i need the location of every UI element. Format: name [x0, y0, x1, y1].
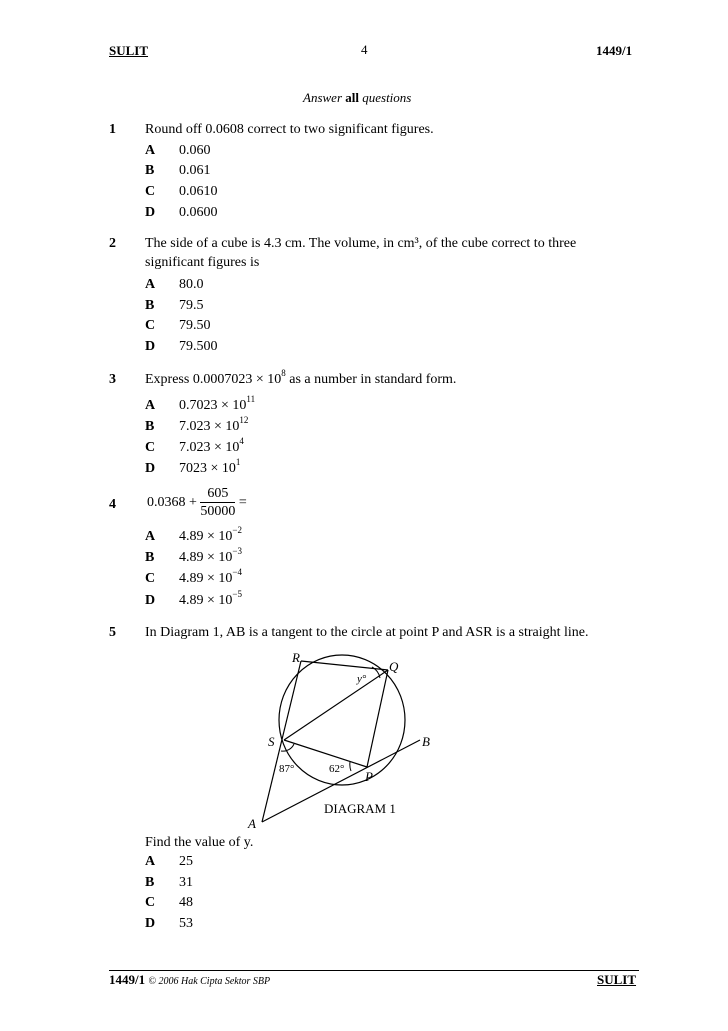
q4-option-exp: −3 [232, 546, 242, 556]
q5-option-label: C [145, 895, 156, 910]
q5-option-label: A [145, 854, 156, 869]
q1-option-label: C [145, 184, 156, 199]
q4-option-exp: −2 [232, 525, 242, 535]
q1-option-value: 0.0600 [179, 205, 218, 220]
label-p: P [365, 769, 373, 784]
q1-number: 1 [109, 122, 116, 137]
q2-stem-line1: The side of a cube is 4.3 cm. The volume, in cm³, of the cube correct to three [145, 236, 577, 251]
q5-option-value: 48 [179, 895, 193, 910]
q5-option-value: 31 [179, 875, 193, 890]
q3-stem-exp: 8 [281, 368, 286, 378]
q3-option-base: 0.7023 × 10 [179, 398, 247, 413]
q3-option-base: 7.023 × 10 [179, 419, 240, 434]
q4-numerator: 605 [200, 485, 235, 503]
q1-option-label: A [145, 143, 156, 158]
angle-label-62: 62° [329, 763, 345, 775]
q4-denominator: 50000 [200, 504, 236, 519]
q4-equals: = [238, 495, 247, 510]
q4-option-exp: −5 [232, 589, 242, 599]
footer-left [109, 972, 270, 988]
q2-option-label: D [145, 339, 156, 354]
angle-arc-62 [350, 762, 351, 771]
q4-option-label: D [145, 593, 156, 608]
footer-copyright: © 2006 Hak Cipta Sektor SBP [148, 976, 271, 987]
label-r: R [292, 650, 300, 665]
q3-option-base: 7.023 × 10 [179, 440, 240, 455]
q1-option-value: 0.0610 [179, 184, 218, 199]
label-a: A [248, 816, 256, 831]
q4-option-label: C [145, 571, 156, 586]
q3-option-exp: 11 [246, 394, 256, 404]
q3-stem-post: as a number in standard form. [285, 372, 457, 387]
q3-option-label: A [145, 398, 156, 413]
q1-option-value: 0.061 [179, 163, 211, 178]
q2-stem-line2: significant figures is [145, 255, 260, 270]
label-b: B [422, 734, 430, 749]
q3-option-exp: 12 [239, 415, 249, 425]
chord-sp [284, 740, 367, 767]
label-s: S [268, 734, 275, 749]
q3-option-label: D [145, 461, 156, 476]
q4-option-exp: −4 [232, 567, 242, 577]
q2-option-value: 79.5 [179, 298, 204, 313]
chord-qp [367, 670, 388, 767]
label-q: Q [389, 659, 399, 674]
q1-option-value: 0.060 [179, 143, 211, 158]
footer-rule [109, 970, 639, 971]
footer-sulit: SULIT [597, 972, 637, 987]
q5-option-label: B [145, 875, 155, 890]
q3-option-label: C [145, 440, 156, 455]
q3-option-base: 7023 × 10 [179, 461, 236, 476]
q4-term: 0.0368 + [147, 495, 197, 510]
instruction-bold: all [345, 90, 359, 105]
q4-option-base: 4.89 × 10 [179, 550, 233, 565]
chord-sq [284, 670, 388, 740]
footer-code: 1449/1 [109, 972, 146, 987]
q5-find: Find the value of y. [145, 835, 254, 850]
q2-option-value: 79.500 [179, 339, 218, 354]
q4-option-base: 4.89 × 10 [179, 529, 233, 544]
q4-number: 4 [109, 497, 116, 512]
q5-option-value: 25 [179, 854, 193, 869]
q3-stem-pre: Express 0.0007023 × 10 [145, 372, 282, 387]
q1-option-label: D [145, 205, 156, 220]
angle-label-y: y° [357, 673, 367, 685]
page-number: 4 [361, 42, 368, 57]
q3-number: 3 [109, 372, 116, 387]
instruction-pre: Answer [303, 90, 342, 105]
q3-option-exp: 1 [235, 457, 241, 467]
q1-stem: Round off 0.0608 correct to two significant figures. [145, 122, 434, 137]
header-paper-code: 1449/1 [596, 43, 633, 58]
instruction-post: questions [362, 90, 412, 105]
angle-arc-87 [281, 744, 294, 751]
q2-option-label: C [145, 318, 156, 333]
q5-option-value: 53 [179, 916, 193, 931]
q4-option-label: B [145, 550, 155, 565]
q4-option-base: 4.89 × 10 [179, 571, 233, 586]
angle-label-87: 87° [279, 763, 295, 775]
q4-option-base: 4.89 × 10 [179, 593, 233, 608]
q4-option-label: A [145, 529, 156, 544]
q2-option-label: B [145, 298, 155, 313]
q2-number: 2 [109, 236, 116, 251]
q5-option-label: D [145, 916, 156, 931]
q2-option-label: A [145, 277, 156, 292]
diagram-caption: DIAGRAM 1 [324, 801, 396, 816]
q5-stem: In Diagram 1, AB is a tangent to the circle at point P and ASR is a straight line. [145, 625, 589, 640]
q3-option-exp: 4 [239, 436, 244, 446]
q3-option-label: B [145, 419, 155, 434]
header-sulit: SULIT [109, 43, 149, 58]
q2-option-value: 79.50 [179, 318, 211, 333]
q2-option-value: 80.0 [179, 277, 204, 292]
q1-option-label: B [145, 163, 155, 178]
q5-number: 5 [109, 625, 116, 640]
